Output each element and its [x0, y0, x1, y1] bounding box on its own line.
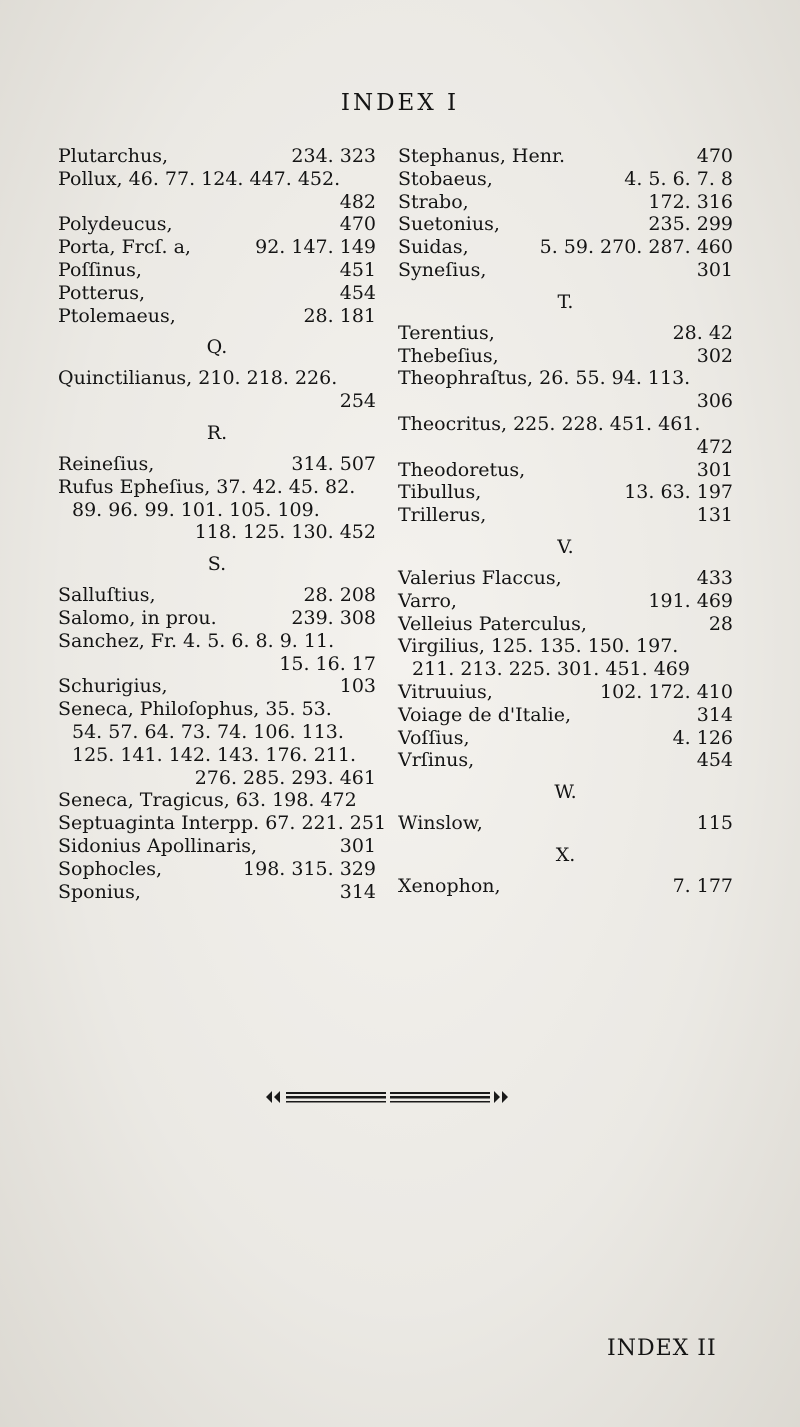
entry-term: Voſſius,: [398, 726, 470, 749]
entry-term: Salluſtius,: [58, 584, 156, 607]
entry-pages: 301: [339, 834, 376, 857]
index-entry: [398, 812, 733, 835]
entry-pages: 125. 141. 142. 143. 176. 211.: [72, 743, 357, 766]
catchword-footer: INDEX II: [607, 1336, 717, 1361]
entry-pages: 470: [339, 213, 376, 236]
index-entry: [398, 259, 733, 282]
entry-pages: 131: [696, 504, 733, 527]
index-entry: [58, 305, 376, 328]
entry-pages: 4. 126: [672, 726, 733, 749]
index-entry: [398, 613, 733, 636]
entry-term: Varro,: [398, 589, 457, 612]
entry-pages: 15. 16. 17: [279, 652, 376, 675]
entry-term: Theodoretus,: [398, 458, 526, 481]
entry-pages: 191. 469: [648, 589, 733, 612]
entry-term: Stephanus, Henr.: [398, 145, 566, 167]
index-entry: [398, 590, 733, 613]
index-entry: [398, 145, 733, 168]
index-entry: [58, 675, 376, 698]
index-entry: [58, 236, 376, 259]
entry-term: Thebeſius,: [398, 344, 499, 367]
entry-term: Septuaginta Interpp. 67. 221. 251: [58, 812, 387, 835]
entry-term: Velleius Paterculus,: [398, 612, 587, 635]
index-entry-continuation: [58, 521, 376, 544]
index-entry: [58, 881, 376, 904]
index-entry: [398, 367, 733, 390]
entry-pages: 234. 323: [291, 145, 376, 167]
index-entry: [398, 413, 733, 436]
entry-pages: 115: [696, 812, 733, 835]
index-entry: [398, 704, 733, 727]
index-entry: [398, 681, 733, 704]
entry-term: Xenophon,: [398, 874, 501, 897]
entry-term: Theocritus, 225. 228. 451. 461.: [398, 412, 701, 435]
entry-pages: 54. 57. 64. 73. 74. 106. 113.: [72, 720, 344, 743]
index-entry: [58, 607, 376, 630]
index-entry: [398, 345, 733, 368]
entry-pages: 472: [696, 435, 733, 458]
index-entry: [58, 367, 376, 390]
index-entry: [58, 584, 376, 607]
entry-pages: 314: [339, 880, 376, 903]
entry-term: Quinctilianus, 210. 218. 226.: [58, 367, 338, 390]
entry-term: Strabo,: [398, 190, 469, 213]
section-letter: X.: [555, 843, 576, 866]
index-entry: [58, 259, 376, 282]
index-entry: [58, 476, 376, 499]
entry-term: Suidas,: [398, 236, 469, 259]
entry-pages: 198. 315. 329: [243, 857, 376, 880]
entry-term: Potterus,: [58, 281, 146, 304]
entry-term: Salomo, in prou.: [58, 606, 217, 629]
index-entry: [58, 453, 376, 476]
index-entry-continuation: [398, 658, 733, 681]
index-entry: [398, 191, 733, 214]
entry-term: Voiage de d'Italie,: [398, 703, 572, 726]
entry-term: Ptolemaeus,: [58, 304, 176, 327]
entry-pages: 254: [339, 390, 376, 413]
index-entry: [398, 459, 733, 482]
index-entry: [398, 322, 733, 345]
entry-pages: 28. 42: [672, 321, 733, 344]
index-entry: [398, 168, 733, 191]
entry-term: Sophocles,: [58, 857, 163, 880]
entry-pages: 28. 181: [303, 304, 376, 327]
index-entry: [58, 698, 376, 721]
entry-term: Seneca, Philoſophus, 35. 53.: [58, 698, 332, 721]
section-letter: T.: [557, 290, 574, 313]
entry-pages: 211. 213. 225. 301. 451. 469: [412, 658, 690, 681]
entry-pages: 4. 5. 6. 7. 8: [624, 167, 733, 190]
page-header: INDEX I: [340, 90, 460, 116]
index-entry-continuation: [58, 653, 376, 676]
section-letter: S.: [207, 553, 227, 576]
entry-pages: 235. 299: [648, 213, 733, 236]
entry-pages: 482: [339, 190, 376, 213]
section-letter: V.: [557, 535, 574, 558]
index-entry-continuation: [58, 767, 376, 790]
entry-pages: 7. 177: [672, 874, 733, 897]
index-entry: [398, 635, 733, 658]
entry-term: Valerius Flaccus,: [398, 566, 562, 589]
index-entry: [398, 875, 733, 898]
entry-term: Winslow,: [398, 812, 483, 835]
entry-pages: 28: [708, 612, 733, 635]
entry-pages: 470: [696, 145, 733, 167]
index-entry: [58, 630, 376, 653]
index-entry: [58, 168, 376, 191]
entry-term: Terentius,: [398, 321, 495, 344]
index-column-right: [398, 145, 733, 898]
entry-pages: 314. 507: [291, 452, 376, 475]
entry-pages: 451: [339, 258, 376, 281]
entry-pages: 301: [696, 458, 733, 481]
entry-term: Syneſius,: [398, 258, 487, 281]
index-entry: [398, 481, 733, 504]
index-entry: [58, 858, 376, 881]
section-letter: W.: [554, 781, 577, 804]
entry-term: Sanchez, Fr. 4. 5. 6. 8. 9. 11.: [58, 629, 335, 652]
index-entry-continuation: [58, 721, 376, 744]
entry-pages: 454: [339, 281, 376, 304]
index-entry-continuation: [398, 436, 733, 459]
entry-term: Schurigius,: [58, 675, 168, 698]
entry-term: Sidonius Apollinaris,: [58, 834, 258, 857]
entry-pages: 5. 59. 270. 287. 460: [539, 236, 733, 259]
entry-pages: 301: [696, 258, 733, 281]
index-entry: [398, 749, 733, 772]
entry-pages: 102. 172. 410: [600, 680, 733, 703]
entry-term: Seneca, Tragicus, 63. 198. 472: [58, 789, 357, 812]
entry-pages: 89. 96. 99. 101. 105. 109.: [72, 498, 320, 521]
index-entry-continuation: [58, 499, 376, 522]
entry-pages: 433: [696, 566, 733, 589]
entry-term: Vrſinus,: [398, 749, 475, 772]
entry-pages: 306: [696, 390, 733, 413]
entry-term: Vitruuius,: [398, 680, 493, 703]
section-letter: R.: [206, 421, 228, 444]
entry-pages: 314: [696, 703, 733, 726]
index-entry: [398, 504, 733, 527]
entry-pages: 454: [696, 749, 733, 772]
index-entry: [398, 236, 733, 259]
index-entry-continuation: [58, 744, 376, 767]
ornamental-rule: [262, 1082, 512, 1112]
entry-term: Reineſius,: [58, 452, 155, 475]
index-entry: [398, 567, 733, 590]
index-entry: [398, 727, 733, 750]
entry-term: Plutarchus,: [58, 145, 169, 167]
entry-term: Theophraſtus, 26. 55. 94. 113.: [398, 367, 691, 390]
index-column-left: [58, 145, 387, 903]
entry-term: Poſſinus,: [58, 258, 142, 281]
entry-term: Virgilius, 125. 135. 150. 197.: [398, 635, 679, 658]
index-entry: [398, 213, 733, 236]
entry-term: Polydeucus,: [58, 213, 173, 236]
index-entry-continuation: [58, 390, 376, 413]
entry-term: Pollux, 46. 77. 124. 447. 452.: [58, 167, 341, 190]
entry-pages: 92. 147. 149: [255, 236, 376, 259]
entry-pages: 103: [339, 675, 376, 698]
entry-term: Trillerus,: [398, 504, 487, 527]
entry-pages: 13. 63. 197: [624, 481, 733, 504]
index-entry: [58, 812, 387, 835]
entry-term: Stobaeus,: [398, 167, 493, 190]
index-entry: [58, 789, 376, 812]
index-entry: [58, 145, 376, 168]
entry-term: Rufus Epheſius, 37. 42. 45. 82.: [58, 475, 356, 498]
entry-pages: 239. 308: [291, 606, 376, 629]
index-entry: [58, 213, 376, 236]
entry-pages: 276. 285. 293. 461: [194, 766, 376, 789]
entry-pages: 302: [696, 344, 733, 367]
index-entry: [58, 282, 376, 305]
entry-pages: 172. 316: [648, 190, 733, 213]
index-entry-continuation: [398, 390, 733, 413]
section-letter: Q.: [206, 336, 228, 359]
entry-pages: 118. 125. 130. 452: [194, 521, 376, 544]
index-entry: [58, 835, 376, 858]
entry-term: Tibullus,: [398, 481, 482, 504]
entry-term: Suetonius,: [398, 213, 500, 236]
index-entry-continuation: [58, 191, 376, 214]
entry-pages: 28. 208: [303, 584, 376, 607]
entry-term: Sponius,: [58, 880, 141, 903]
entry-term: Porta, Frcſ. a,: [58, 236, 191, 259]
